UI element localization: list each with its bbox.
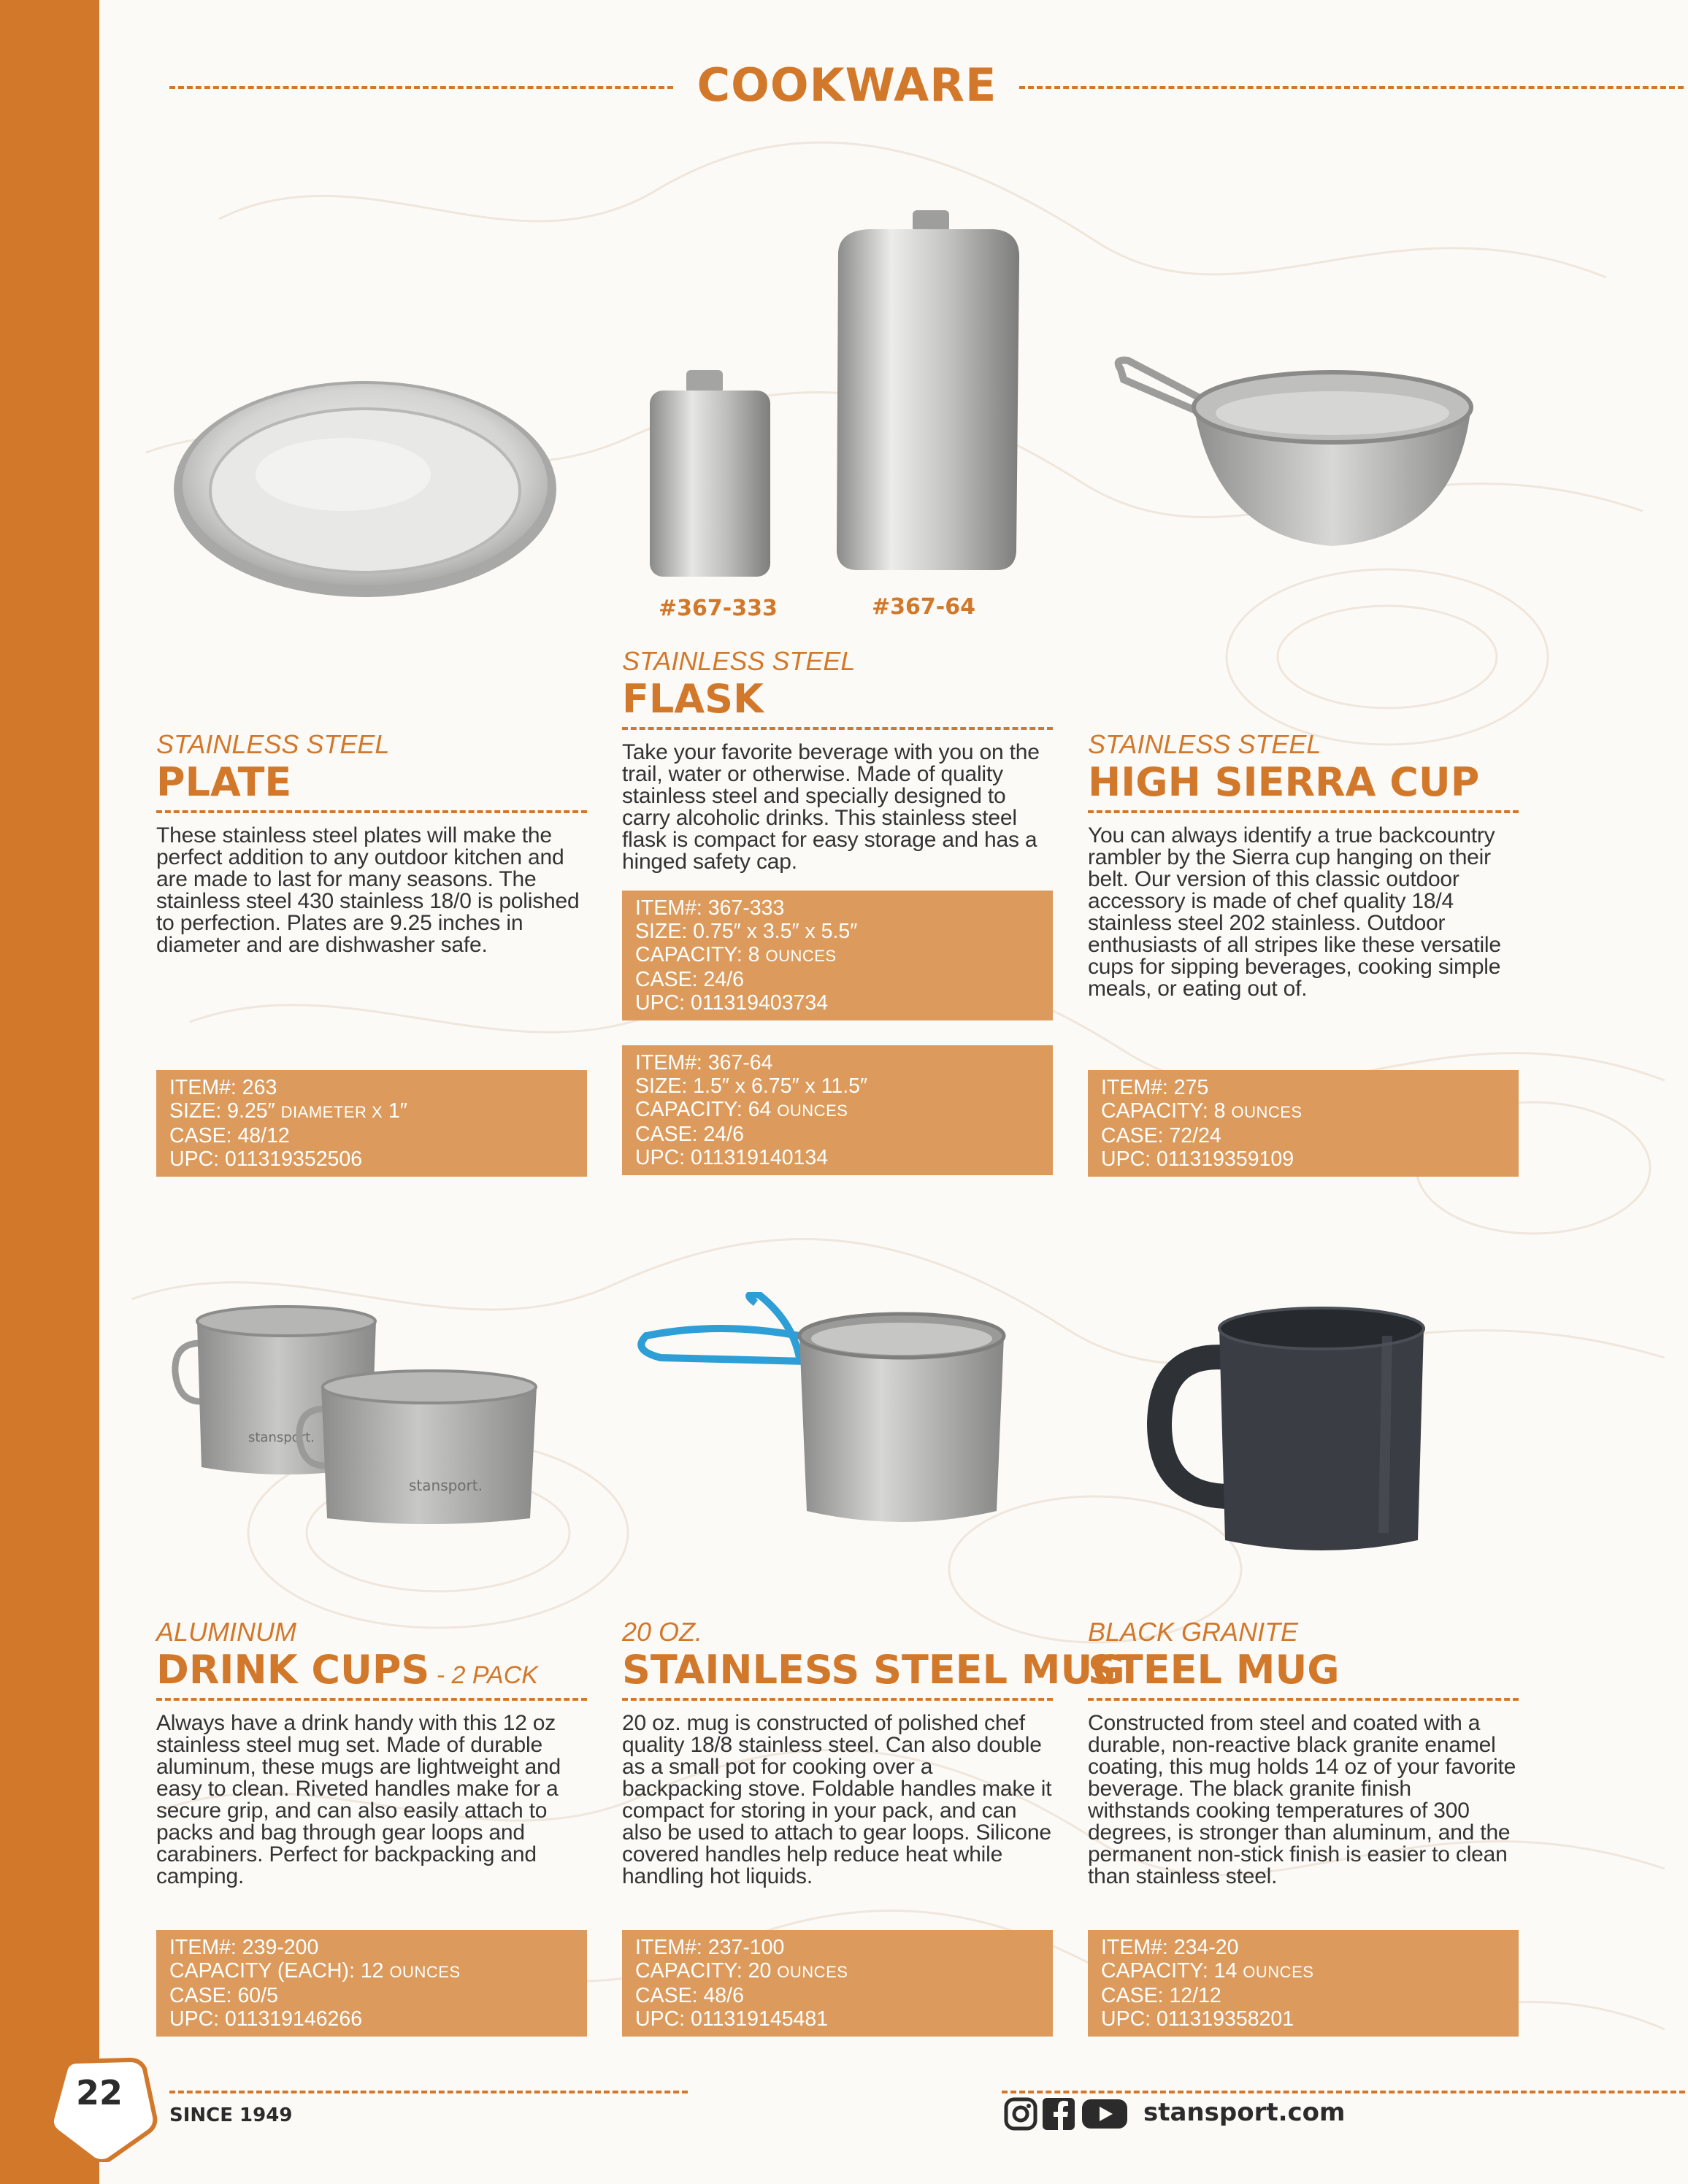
spec-size: SIZE: 9.25″ DIAMETER X 1″ <box>169 1099 407 1123</box>
divider <box>622 727 1053 730</box>
spec-upc: UPC: 011319359109 <box>1101 1147 1294 1171</box>
spec-upc: UPC: 011319352506 <box>169 1147 363 1171</box>
product-flask <box>622 647 1053 873</box>
spec-case: CASE: 12/12 <box>1101 1984 1221 2007</box>
website-link[interactable]: stansport.com <box>1143 2098 1346 2127</box>
facebook-icon[interactable] <box>1041 2096 1076 2131</box>
product-sierra-cup <box>1088 730 1519 1000</box>
page-title: COOKWARE <box>697 58 997 112</box>
product-subtitle: STAINLESS STEEL <box>622 646 856 676</box>
spec-capacity: CAPACITY: 8 OUNCES <box>1101 1099 1303 1123</box>
spec-size: SIZE: 0.75″ x 3.5″ x 5.5″ <box>635 920 858 943</box>
page-number: 22 <box>75 2073 123 2112</box>
spec-upc: UPC: 011319146266 <box>169 2007 363 2031</box>
spec-item: ITEM#: 367-64 <box>635 1051 773 1074</box>
granite-mug-image <box>1146 1307 1438 1562</box>
pack-suffix: - 2 PACK <box>429 1661 538 1689</box>
footer-rule-right <box>1002 2091 1685 2093</box>
header-rule-left <box>169 86 673 89</box>
divider <box>1088 1698 1519 1701</box>
divider <box>622 1698 1053 1701</box>
spec-case: CASE: 24/6 <box>635 1123 744 1146</box>
spec-box-stainless-mug <box>622 1930 1053 2037</box>
product-description: Constructed from steel and coated with a durable, non-reactive black granite enamel coating, this mug holds 14 oz of your favorite beverage. The black granite finish withstands cooking temperatures of 300 degrees, is stronger than aluminum, and the permanent non-stick finish is easier to clean than stainless steel. <box>1088 1711 1516 1888</box>
product-title: FLASK <box>622 676 764 722</box>
spec-box-sierra-cup <box>1088 1070 1519 1177</box>
spec-item: ITEM#: 237-100 <box>635 1936 785 1959</box>
brand-mark-front: stansport. <box>409 1477 483 1494</box>
instagram-icon[interactable] <box>1003 2096 1038 2131</box>
product-granite-mug <box>1088 1618 1519 1888</box>
divider <box>156 810 587 813</box>
footer-rule-left <box>169 2091 688 2093</box>
spec-capacity: CAPACITY: 14 OUNCES <box>1101 1959 1314 1983</box>
stainless-mug-image <box>632 1292 1018 1533</box>
large-flask-image <box>825 209 1029 574</box>
spec-size: SIZE: 1.5″ x 6.75″ x 11.5″ <box>635 1074 868 1098</box>
spec-item: ITEM#: 234-20 <box>1101 1936 1239 1959</box>
product-drink-cups <box>156 1618 587 1888</box>
product-subtitle: ALUMINUM <box>156 1617 297 1647</box>
drink-cups-image <box>168 1299 540 1526</box>
spec-case: CASE: 72/24 <box>1101 1124 1221 1147</box>
spec-case: CASE: 48/6 <box>635 1984 744 2007</box>
spec-case: CASE: 48/12 <box>169 1124 290 1147</box>
divider <box>156 1698 587 1701</box>
product-title: DRINK CUPS - 2 PACK <box>156 1647 538 1693</box>
spec-box-granite-mug <box>1088 1930 1519 2037</box>
spec-capacity: CAPACITY (EACH): 12 OUNCES <box>169 1959 461 1983</box>
since-tagline: SINCE 1949 <box>169 2104 293 2126</box>
left-accent-bar <box>0 0 99 2184</box>
spec-item: ITEM#: 239-200 <box>169 1936 319 1959</box>
product-subtitle: STAINLESS STEEL <box>1088 729 1321 759</box>
spec-upc: UPC: 011319403734 <box>635 991 829 1015</box>
product-description: Always have a drink handy with this 12 oz stainless steel mug set. Made of durable aluminum, these mugs are lightweight and easy to clean. Riveted handles make for a secure grip, and can also easily attach to packs and bag through gear loops and carabiners. Perfect for backpacking and camping. <box>156 1711 561 1888</box>
spec-upc: UPC: 011319358201 <box>1101 2007 1294 2031</box>
spec-item: ITEM#: 367-333 <box>635 896 785 920</box>
product-stainless-mug <box>622 1617 1125 1888</box>
spec-capacity: CAPACITY: 8 OUNCES <box>635 943 837 966</box>
spec-box-plate <box>156 1070 587 1177</box>
product-title: PLATE <box>156 759 292 805</box>
product-description: 20 oz. mug is constructed of polished chef quality 18/8 stainless steel. Can also double as a small pot for cooking over a backpacking stove. Foldable handles make it compact for storing in your pack, and can also be used to attach to gear loops. Silicone covered handles help reduce heat while handling hot liquids. <box>622 1711 1052 1888</box>
product-title: STEEL MUG <box>1088 1647 1340 1693</box>
product-title: HIGH SIERRA CUP <box>1088 759 1480 805</box>
spec-item: ITEM#: 275 <box>1101 1076 1209 1099</box>
spec-box-drink-cups <box>156 1930 587 2037</box>
flask-label-large: #367-64 <box>872 594 975 620</box>
product-description: You can always identify a true backcountry rambler by the Sierra cup hanging on their belt. Our version of this classic outdoor accessory is made of chef quality 18/4 stainless steel 202 stainless. Outdoor enthusiasts of all stripes like these versatile cups for sipping beverages, cooking simple meals, or eating out of. <box>1088 823 1501 1001</box>
youtube-icon[interactable] <box>1081 2096 1129 2131</box>
flask-label-small: #367-333 <box>659 596 778 621</box>
sierra-cup-image <box>1113 355 1478 552</box>
product-title: STAINLESS STEEL MUG <box>622 1647 1125 1693</box>
product-description: These stainless steel plates will make the perfect addition to any outdoor kitchen and are made to last for many seasons. The stainless steel 430 stainless 18/0 is polished to perfection. Plates are 9.25 inches in diameter and are dishwasher safe. <box>156 823 580 957</box>
product-subtitle: BLACK GRANITE <box>1088 1617 1299 1647</box>
product-plate <box>156 730 587 956</box>
spec-upc: UPC: 011319145481 <box>635 2007 829 2031</box>
spec-case: CASE: 24/6 <box>635 968 744 991</box>
header-rule-right <box>1019 86 1684 89</box>
divider <box>1088 810 1519 813</box>
product-subtitle: STAINLESS STEEL <box>156 729 390 759</box>
spec-item: ITEM#: 263 <box>169 1076 277 1099</box>
small-flask-image <box>642 369 778 580</box>
brand-mark-back: stansport. <box>248 1430 315 1445</box>
spec-box-flask-small <box>622 891 1053 1020</box>
product-description: Take your favorite beverage with you on the trail, water or otherwise. Made of quality stainless steel and specially designed to carry alcoholic drinks. This stainless steel flask is compact for easy storage and has a hinged safety cap. <box>622 740 1040 874</box>
spec-capacity: CAPACITY: 20 OUNCES <box>635 1959 848 1983</box>
spec-case: CASE: 60/5 <box>169 1984 278 2007</box>
product-subtitle: 20 OZ. <box>622 1617 703 1647</box>
spec-capacity: CAPACITY: 64 OUNCES <box>635 1098 848 1121</box>
spec-upc: UPC: 011319140134 <box>635 1146 829 1169</box>
plate-image <box>168 365 562 606</box>
spec-box-flask-large <box>622 1045 1053 1175</box>
